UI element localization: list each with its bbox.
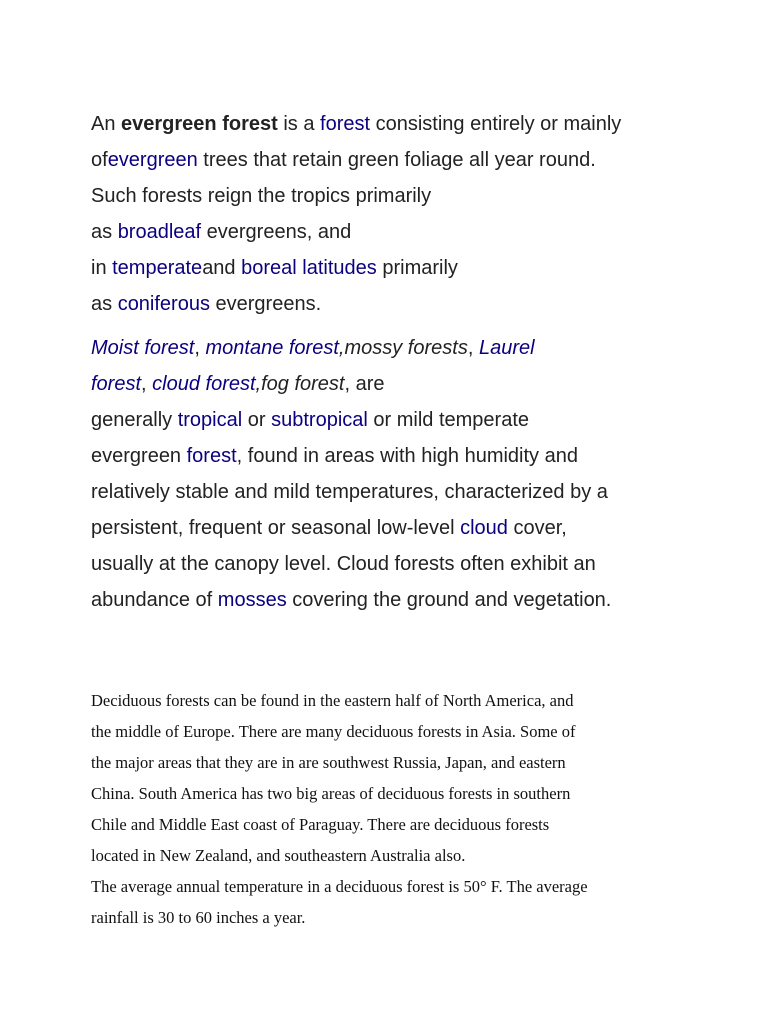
text-line: forest, cloud forest,fog forest, are [91,373,385,395]
link-cloud-forest[interactable]: cloud forest [152,373,256,395]
deciduous-forest-paragraph [91,685,691,933]
text-line: the major areas that they are in are southwest Russia, Japan, and eastern [91,753,566,772]
text-line: the middle of Europe. There are many deciduous forests in Asia. Some of [91,722,576,741]
text-line: China. South America has two big areas of deciduous forests in southern [91,784,571,803]
text-line: Deciduous forests can be found in the eastern half of North America, and [91,691,574,710]
text-line: in temperateand boreal latitudes primarily [91,257,458,279]
text-line: An evergreen forest is a forest consisting entirely or mainly [91,113,622,135]
text-line: rainfall is 30 to 60 inches a year. [91,908,306,927]
link-laurel-forest[interactable]: forest [91,373,142,395]
text-line: usually at the canopy level. Cloud forests often exhibit an [91,553,596,575]
text-line: Chile and Middle East coast of Paraguay. There are deciduous forests [91,815,550,834]
text-line: evergreen forest, found in areas with high humidity and [91,445,578,467]
link-evergreen[interactable]: evergreen [107,149,198,171]
link-forest-2[interactable]: forest [186,445,237,467]
evergreen-forest-paragraph [91,106,691,322]
link-subtropical[interactable]: subtropical [271,409,368,431]
link-laurel[interactable]: Laurel [478,337,535,359]
link-temperate[interactable]: temperate [112,257,203,279]
link-mosses[interactable]: mosses [217,589,287,611]
link-broadleaf[interactable]: broadleaf [117,221,202,243]
moist-forest-paragraph [91,330,691,618]
bold-term: evergreen forest [121,113,278,135]
link-montane-forest[interactable]: montane forest [205,337,339,359]
text-line: abundance of mosses covering the ground and vegetation. [91,589,612,611]
text-line: persistent, frequent or seasonal low-level cloud cover, [91,517,567,539]
text-line: located in New Zealand, and southeastern Australia also. [91,846,466,865]
text-line: Such forests reign the tropics primarily [91,185,432,207]
text-line: Moist forest, montane forest,mossy forests, Laurel [91,337,535,359]
text-line: relatively stable and mild temperatures, characterized by a [91,481,608,503]
link-cloud[interactable]: cloud [460,517,508,539]
link-tropical[interactable]: tropical [177,409,243,431]
link-moist-forest[interactable]: Moist forest [91,337,195,359]
text-line: ofevergreen trees that retain green foliage all year round. [91,149,596,171]
text-line: The average annual temperature in a deciduous forest is 50° F. The average [91,877,588,896]
text-line: as broadleaf evergreens, and [91,221,352,243]
text-line: as coniferous evergreens. [91,293,322,315]
link-forest[interactable]: forest [320,113,371,135]
link-coniferous[interactable]: coniferous [117,293,210,315]
link-boreal-latitudes[interactable]: boreal latitudes [241,257,377,279]
text-line: generally tropical or subtropical or mild temperate [91,409,529,431]
